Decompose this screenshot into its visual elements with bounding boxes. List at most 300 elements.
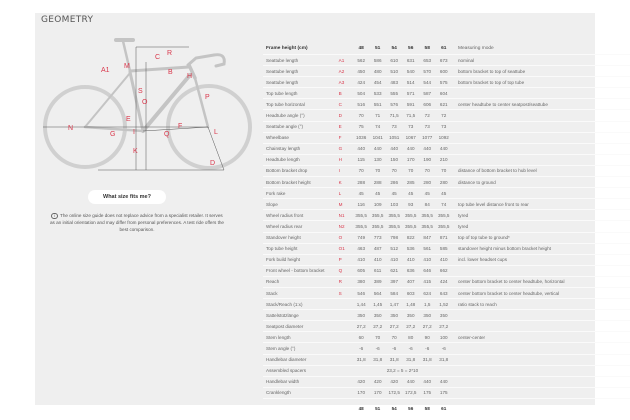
table-row — [263, 243, 630, 254]
row-value: 71,5 — [386, 110, 403, 121]
row-value: 70 — [386, 165, 403, 176]
row-value: 45 — [435, 188, 452, 199]
row-value: 440 — [353, 143, 370, 154]
row-code: R — [339, 276, 353, 287]
row-value: 410 — [419, 254, 436, 265]
row-code — [339, 310, 353, 321]
row-code: F — [339, 132, 353, 143]
row-value: 355,5 — [402, 210, 419, 221]
row-value: 555 — [386, 88, 403, 99]
row-value: 73 — [386, 121, 403, 132]
info-icon: i — [51, 213, 58, 220]
row-value: 575 — [435, 77, 452, 88]
header-code-spacer — [339, 43, 353, 55]
row-code: N2 — [339, 221, 353, 232]
table-row — [263, 55, 630, 66]
row-value: 70 — [419, 165, 436, 176]
row-name: Seattube length — [263, 77, 339, 88]
row-name: Fork build height — [263, 254, 339, 265]
row-name: Cranklength — [263, 387, 339, 398]
table-row — [263, 287, 630, 298]
header-size: 48 — [353, 43, 370, 55]
row-value: 1,48 — [402, 299, 419, 310]
row-name: Handlebar diameter — [263, 354, 339, 365]
label-b: B — [168, 69, 173, 76]
table-row — [263, 188, 630, 199]
table-row — [263, 310, 630, 321]
row-value: 1041 — [369, 132, 386, 143]
label-p: P — [205, 94, 210, 101]
row-value: 27,2 — [353, 321, 370, 332]
row-desc — [452, 143, 630, 154]
row-name: Standover height — [263, 232, 339, 243]
row-code: A1 — [339, 55, 353, 66]
row-value: 561 — [419, 243, 436, 254]
row-desc — [452, 132, 630, 143]
row-name: Top tube length — [263, 88, 339, 99]
row-value: 440 — [402, 376, 419, 387]
label-d: D — [210, 160, 216, 167]
table-footer-row — [263, 398, 630, 416]
row-desc: tyred — [452, 210, 630, 221]
row-code: M — [339, 199, 353, 210]
row-value: 621 — [386, 265, 403, 276]
row-value: 584 — [386, 287, 403, 298]
row-code — [339, 376, 353, 387]
row-name: Stem length — [263, 332, 339, 343]
row-value: 75 — [353, 121, 370, 132]
row-value: 93 — [402, 199, 419, 210]
row-value: 424 — [353, 77, 370, 88]
row-value: 350 — [353, 310, 370, 321]
row-value: 355,5 — [369, 221, 386, 232]
row-value: 288 — [369, 177, 386, 188]
row-value: 1077 — [419, 132, 436, 143]
footer-code-spacer — [339, 398, 353, 416]
row-value: 45 — [419, 188, 436, 199]
row-value: 397 — [386, 276, 403, 287]
row-value: 73 — [402, 121, 419, 132]
row-value: 45 — [386, 188, 403, 199]
row-code: L — [339, 188, 353, 199]
row-value: 773 — [369, 232, 386, 243]
row-value: 280 — [419, 177, 436, 188]
footer-size: 51 — [375, 406, 381, 412]
row-desc — [452, 376, 630, 387]
row-value: 621 — [435, 99, 452, 110]
row-name: Wheel radius front — [263, 210, 339, 221]
row-value: 45 — [369, 188, 386, 199]
row-value: 605 — [353, 265, 370, 276]
row-value: 45 — [353, 188, 370, 199]
row-name: Headtube length — [263, 154, 339, 165]
row-value: 355,5 — [353, 210, 370, 221]
row-value: 31,8 — [386, 354, 403, 365]
row-value: 90 — [419, 332, 436, 343]
row-value: 27,2 — [402, 321, 419, 332]
header-size: 51 — [369, 43, 386, 55]
note-text: The online size guide does not replace advice from a specialist retailer. It serves as an initial orientation and may differ from personal preferences. A test ride offers the best comparison. — [50, 213, 224, 233]
row-value: 73 — [435, 121, 452, 132]
row-value: 1,45 — [369, 299, 386, 310]
row-name: Stem angle (°) — [263, 343, 339, 354]
row-value: 536 — [402, 243, 419, 254]
row-value: 100 — [435, 332, 452, 343]
row-value: 31,8 — [402, 354, 419, 365]
row-name: Sattelstützlänge — [263, 310, 339, 321]
row-value: 1,44 — [353, 299, 370, 310]
row-value: 410 — [353, 254, 370, 265]
row-value: 70 — [402, 165, 419, 176]
row-value: 72 — [419, 110, 436, 121]
row-code — [339, 321, 353, 332]
row-value: 510 — [386, 66, 403, 77]
row-name: Handlebar width — [263, 376, 339, 387]
row-code: N1 — [339, 210, 353, 221]
row-name: Slope — [263, 199, 339, 210]
row-name: Top tube horizontal — [263, 99, 339, 110]
row-value: 1067 — [402, 132, 419, 143]
row-value: 410 — [386, 254, 403, 265]
row-desc — [452, 387, 630, 398]
header-size: 58 — [419, 43, 436, 55]
row-value: 355,5 — [419, 221, 436, 232]
row-value: 410 — [402, 254, 419, 265]
row-value: -6 — [353, 343, 370, 354]
row-code: P — [339, 254, 353, 265]
row-value: 440 — [386, 143, 403, 154]
row-desc — [452, 121, 630, 132]
row-desc: bottom bracket to top of seattube — [452, 66, 630, 77]
row-value: 586 — [369, 55, 386, 66]
row-value: 440 — [419, 143, 436, 154]
row-code — [339, 365, 353, 376]
row-value: 440 — [402, 143, 419, 154]
row-value: 533 — [369, 88, 386, 99]
row-value: 70 — [353, 165, 370, 176]
row-value: 424 — [435, 276, 452, 287]
row-value: 440 — [419, 376, 436, 387]
footer-size: 48 — [358, 406, 364, 412]
row-value: 514 — [402, 77, 419, 88]
row-value: 286 — [386, 177, 403, 188]
row-value: 74 — [435, 199, 452, 210]
row-name: Top tube height — [263, 243, 339, 254]
row-desc: incl. lower headset cups — [452, 254, 630, 265]
row-value: 31,8 — [419, 354, 436, 365]
row-name: Bottom bracket drop — [263, 165, 339, 176]
row-value: 280 — [435, 177, 452, 188]
row-desc — [452, 188, 630, 199]
row-value: 130 — [369, 154, 386, 165]
label-g: G — [110, 131, 116, 138]
table-row — [263, 321, 630, 332]
label-h: H — [187, 73, 193, 80]
row-value: 355,5 — [435, 210, 452, 221]
top-tube — [130, 67, 189, 71]
row-value: 407 — [402, 276, 419, 287]
row-desc — [452, 310, 630, 321]
row-value: 45 — [402, 188, 419, 199]
row-value: 74 — [369, 121, 386, 132]
row-value: -6 — [402, 343, 419, 354]
row-value: 355,5 — [435, 221, 452, 232]
label-n: N — [68, 125, 74, 132]
row-desc: tyred — [452, 221, 630, 232]
geometry-table — [263, 43, 630, 416]
row-value: 84 — [419, 199, 436, 210]
row-desc: center bottom bracket to center headtube, vertical — [452, 287, 630, 298]
row-value: 175 — [435, 387, 452, 398]
row-value: 1,52 — [435, 299, 452, 310]
table-row — [263, 199, 630, 210]
label-i: I — [133, 129, 135, 136]
row-value: 415 — [419, 276, 436, 287]
row-value: 70 — [386, 332, 403, 343]
row-value: 71 — [369, 110, 386, 121]
table-row — [263, 276, 630, 287]
row-value: 798 — [386, 232, 403, 243]
row-desc: top of top tube to ground* — [452, 232, 630, 243]
row-value: 70 — [369, 165, 386, 176]
row-desc: center bottom bracket to center headtube, horizontal — [452, 276, 630, 287]
row-desc: top tube level distance front to rear — [452, 199, 630, 210]
row-value: 562 — [353, 55, 370, 66]
row-value: 604 — [435, 88, 452, 99]
label-c: C — [155, 54, 161, 61]
row-value: 822 — [402, 232, 419, 243]
row-value: 551 — [369, 99, 386, 110]
row-value: 564 — [369, 287, 386, 298]
bike-geometry-diagram — [38, 38, 260, 178]
label-f: F — [178, 123, 183, 130]
row-value: 31,8 — [435, 354, 452, 365]
row-value: 31,8 — [369, 354, 386, 365]
row-value: 175 — [419, 387, 436, 398]
row-value: 70 — [435, 165, 452, 176]
row-code: A2 — [339, 66, 353, 77]
label-r: R — [167, 50, 173, 57]
table-row — [263, 343, 630, 354]
table-row — [263, 110, 630, 121]
row-value: 115 — [353, 154, 370, 165]
row-code: G — [339, 143, 353, 154]
row-name: Front wheel - bottom bracket — [263, 265, 339, 276]
table-row-spacers — [263, 365, 630, 376]
row-value: 610 — [386, 55, 403, 66]
row-value: 410 — [435, 254, 452, 265]
row-desc — [452, 154, 630, 165]
row-desc: bottom bracket to top of top tube — [452, 77, 630, 88]
row-value: 653 — [419, 55, 436, 66]
row-value: 440 — [435, 143, 452, 154]
row-value: 350 — [369, 310, 386, 321]
row-name: Assembled spacers — [263, 365, 339, 376]
row-name: Stack/Reach (1:x) — [263, 299, 339, 310]
table-row — [263, 221, 630, 232]
table-row — [263, 387, 630, 398]
row-value: 190 — [419, 154, 436, 165]
row-code: K — [339, 177, 353, 188]
row-value: 871 — [435, 232, 452, 243]
size-guide-note — [50, 212, 224, 233]
table-row — [263, 210, 630, 221]
row-desc: distance of bottom bracket to hub level — [452, 165, 630, 176]
table-row — [263, 299, 630, 310]
row-value: 1092 — [435, 132, 452, 143]
row-desc: distance to ground — [452, 177, 630, 188]
row-value: 420 — [369, 376, 386, 387]
table-row — [263, 354, 630, 365]
row-value: 512 — [386, 243, 403, 254]
row-value: 350 — [419, 310, 436, 321]
row-value: 847 — [419, 232, 436, 243]
row-name: Wheelbase — [263, 132, 339, 143]
row-value: 70 — [369, 332, 386, 343]
row-value: -6 — [419, 343, 436, 354]
row-value: 355,5 — [386, 221, 403, 232]
table-row — [263, 121, 630, 132]
row-value: 355,5 — [369, 210, 386, 221]
row-code: H — [339, 154, 353, 165]
row-value: 71,5 — [402, 110, 419, 121]
row-value: 80 — [402, 332, 419, 343]
row-desc — [452, 321, 630, 332]
row-code — [339, 299, 353, 310]
label-e: E — [126, 116, 131, 123]
row-name: Fork rake — [263, 188, 339, 199]
table-row — [263, 99, 630, 110]
table-row — [263, 77, 630, 88]
row-value: 288 — [353, 177, 370, 188]
label-l: L — [214, 129, 218, 136]
row-desc — [452, 88, 630, 99]
header-size: 56 — [402, 43, 419, 55]
row-value: 749 — [353, 232, 370, 243]
row-name: Chainstay length — [263, 143, 339, 154]
row-code: D — [339, 110, 353, 121]
row-value: 355,5 — [386, 210, 403, 221]
diagram-labels — [68, 50, 218, 167]
row-value: 540 — [402, 66, 419, 77]
row-value: 585 — [435, 243, 452, 254]
label-a: A1 — [101, 67, 110, 74]
row-value: 73 — [419, 121, 436, 132]
row-value: 116 — [353, 199, 370, 210]
table-row — [263, 165, 630, 176]
row-desc — [452, 265, 630, 276]
row-name: Seattube length — [263, 66, 339, 77]
row-value: 1051 — [386, 132, 403, 143]
row-value: 60 — [353, 332, 370, 343]
label-q: Q — [164, 131, 170, 138]
row-code — [339, 343, 353, 354]
row-value: 587 — [419, 88, 436, 99]
row-code: O — [339, 232, 353, 243]
table-row — [263, 265, 630, 276]
row-value: 355,5 — [353, 221, 370, 232]
table-row — [263, 143, 630, 154]
table-row — [263, 88, 630, 99]
row-desc — [452, 343, 630, 354]
row-value: 673 — [435, 55, 452, 66]
row-value: 350 — [402, 310, 419, 321]
row-name: Headtube angle (°) — [263, 110, 339, 121]
row-value: 483 — [386, 77, 403, 88]
row-value: 27,2 — [369, 321, 386, 332]
row-code: E — [339, 121, 353, 132]
row-value: 636 — [402, 265, 419, 276]
row-code: B — [339, 88, 353, 99]
row-value: 170 — [353, 387, 370, 398]
label-s: S — [138, 88, 143, 95]
row-value: 591 — [402, 99, 419, 110]
row-desc — [452, 354, 630, 365]
row-code: C — [339, 99, 353, 110]
what-size-fits-me-button[interactable]: What size fits me? — [88, 190, 166, 204]
footer-size: 61 — [441, 406, 447, 412]
footer-size: 56 — [408, 406, 414, 412]
row-value: -6 — [386, 343, 403, 354]
page-title: GEOMETRY — [41, 15, 94, 25]
row-value: 355,5 — [402, 221, 419, 232]
row-name: Wheel radius rear — [263, 221, 339, 232]
row-name: Seatpost diameter — [263, 321, 339, 332]
row-desc: standover height minus bottom bracket height — [452, 243, 630, 254]
row-value: 611 — [369, 265, 386, 276]
label-k: K — [133, 148, 138, 155]
row-value: 624 — [419, 287, 436, 298]
row-value: 643 — [435, 287, 452, 298]
row-value: 420 — [386, 376, 403, 387]
row-value: 380 — [353, 276, 370, 287]
row-value: 172,5 — [386, 387, 403, 398]
footer-size: 54 — [391, 406, 397, 412]
row-value: 1036 — [353, 132, 370, 143]
row-value: 450 — [353, 66, 370, 77]
row-name: Seattube angle (°) — [263, 121, 339, 132]
row-value: 109 — [369, 199, 386, 210]
row-desc: ratio stack to reach — [452, 299, 630, 310]
row-value: 70 — [353, 110, 370, 121]
row-code: A3 — [339, 77, 353, 88]
row-value: 516 — [353, 99, 370, 110]
row-value-span: 23,2 = 5 = 2*10 — [353, 365, 452, 376]
row-value: 27,2 — [419, 321, 436, 332]
row-code: O1 — [339, 243, 353, 254]
row-name: Stack — [263, 287, 339, 298]
row-value: 570 — [419, 66, 436, 77]
row-value: 662 — [435, 265, 452, 276]
row-value: 27,2 — [435, 321, 452, 332]
row-value: 31,8 — [353, 354, 370, 365]
row-value: 1,5 — [419, 299, 436, 310]
row-code: Q — [339, 265, 353, 276]
row-value: 631 — [402, 55, 419, 66]
row-desc: nominal — [452, 55, 630, 66]
row-value: 571 — [402, 88, 419, 99]
row-value: 546 — [353, 287, 370, 298]
table-row — [263, 232, 630, 243]
row-value: 454 — [369, 77, 386, 88]
row-value: 1,47 — [386, 299, 403, 310]
row-value: -6 — [369, 343, 386, 354]
row-value: 646 — [419, 265, 436, 276]
row-value: 389 — [369, 276, 386, 287]
row-code — [339, 387, 353, 398]
row-value: 172,5 — [402, 387, 419, 398]
row-value: 576 — [386, 99, 403, 110]
